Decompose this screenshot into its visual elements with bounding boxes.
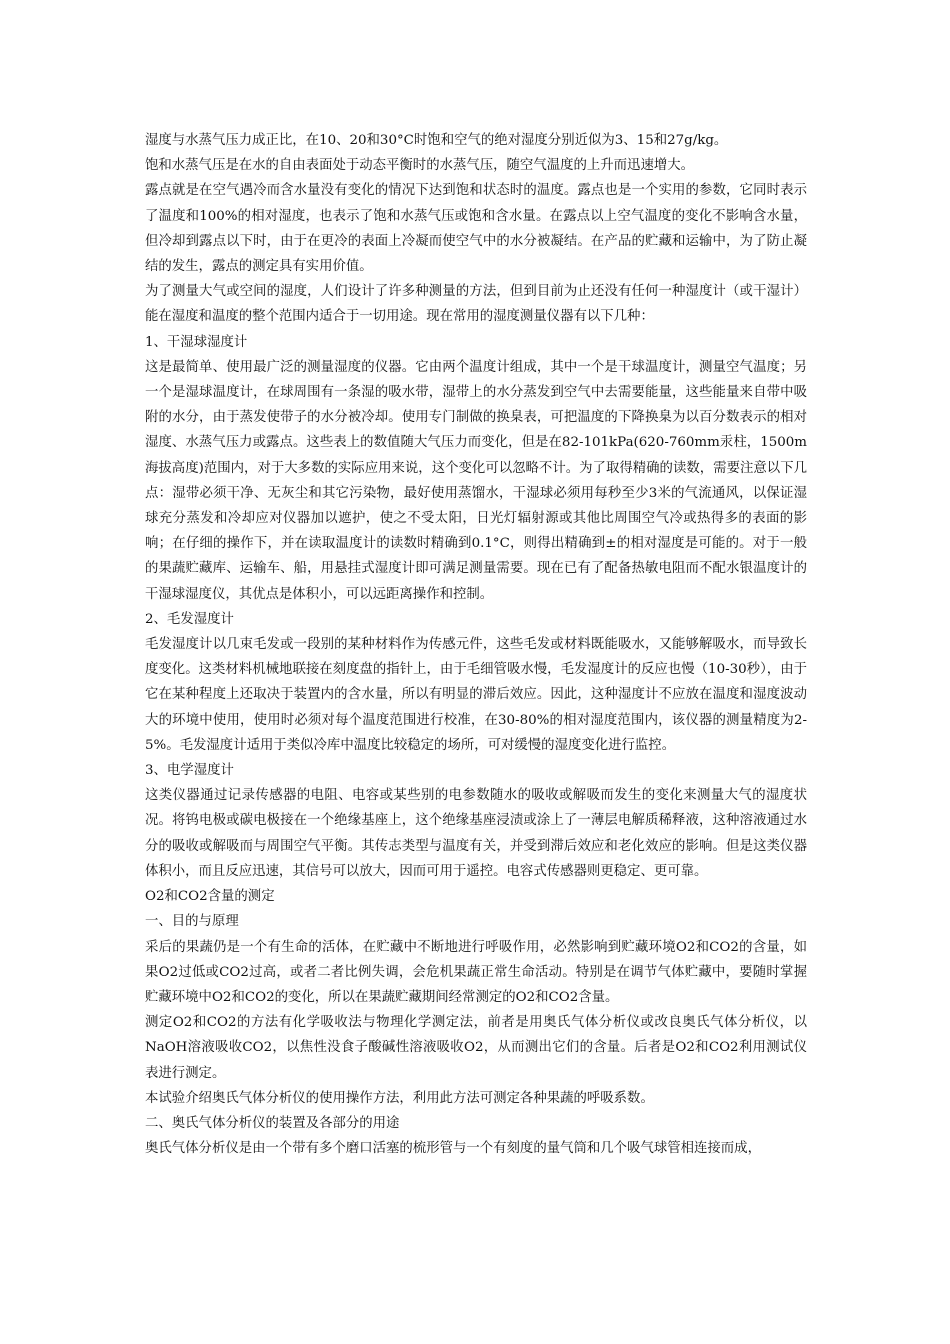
- paragraph-measurement-approaches: 测定O2和CO2的方法有化学吸收法与物理化学测定法，前者是用奥氏气体分析仪或改良奥氏气体分析仪，以NaOH溶液吸收CO2，以焦性没食子酸碱性溶液吸收O2，从而测出它们的含量。后者是O2和CO2利用测试仪表进行测定。: [145, 1015, 807, 1081]
- heading-purpose-principle: 一、目的与原理: [145, 914, 239, 930]
- paragraph-measurement-methods: 为了测量大气或空间的湿度，人们设计了许多种测量的方法，但到目前为止还没有任何一种湿度计（或干湿计）能在湿度和温度的整个范围内适合于一切用途。现在常用的湿度测量仪器有以下几种：: [145, 284, 807, 325]
- paragraph-hair-hygrometer: 毛发湿度计以几束毛发或一段别的某种材料作为传感元件，这些毛发或材料既能吸水，又能够解吸水，而导致长度变化。这类材料机械地联接在刻度盘的指针上，由于毛细管吸水慢，毛发湿度计的反应也慢（10-30秒），由于它在某种程度上还取决于装置内的含水量，所以有明显的滞后效应。因此，这种湿度计不应放在温度和湿度波动大的环境中使用，使用时必须对每个温度范围进行校准，在30-80%的相对湿度范围内，该仪器的测量精度为2-5%。毛发湿度计适用于类似冷库中温度比较稳定的场所，可对缓慢的湿度变化进行监控。: [145, 637, 807, 753]
- paragraph-orsat-description: 奥氏气体分析仪是由一个带有多个磨口活塞的梳形管与一个有刻度的量气筒和几个吸气球管相连接而成，: [145, 1141, 761, 1157]
- document-page: [145, 128, 807, 1161]
- paragraph-psychrometer: 这是最简单、使用最广泛的测量湿度的仪器。它由两个温度计组成，其中一个是干球温度计，测量空气温度；另一个是湿球温度计，在球周围有一条湿的吸水带，湿带上的水分蒸发到空气中去需要能量，这些能量来自带中吸附的水分，由于蒸发使带子的水分被冷却。使用专门制做的换臬表，可把温度的下降换臬为以百分数表示的相对湿度、水蒸气压力或露点。这些表上的数值随大气压力而变化，但是在82-101kPa(620-760mm汞柱，1500m海拔高度)范围内，对于大多数的实际应用来说，这个变化可以忽略不计。为了取得精确的读数，需要注意以下几点：湿带必须干净、无灰尘和其它污染物，最好使用蒸馏水，干湿球必须用每秒至少3米的气流通风，以保证湿球充分蒸发和冷却应对仪器加以遮护，使之不受太阳，日光灯辐射源或其他比周围空气冷或热得多的表面的影响；在仔细的操作下，并在读取温度计的读数时精确到0.1°C，则得出精确到±的相对湿度是可能的。对于一般的果蔬贮藏库、运输车、船，用悬挂式湿度计即可满足测量需要。现在已有了配备热敏电阻而不配水银温度计的干湿球湿度仪，其优点是体积小，可以远距离操作和控制。: [145, 359, 807, 602]
- paragraph-respiration: 采后的果蔬仍是一个有生命的活体，在贮藏中不断地进行呼吸作用，必然影响到贮藏环境O2和CO2的含量，如果O2过低或CO2过高，或者二者比例失调，会危机果蔬正常生命活动。特别是在调节气体贮藏中，要随时掌握贮藏环境中O2和CO2的变化，所以在果蔬贮藏期间经常测定的O2和CO2含量。: [145, 939, 807, 1005]
- heading-orsat-apparatus: 二、奥氏气体分析仪的装置及各部分的用途: [145, 1115, 400, 1131]
- paragraph-electrical-hygrometer: 这类仪器通过记录传感器的电阻、电容或某些别的电参数随水的吸收或解吸而发生的变化来测量大气的湿度状况。将钨电极或碳电极接在一个绝缘基座上，这个绝缘基座浸渍或涂上了一薄层电解质稀释液，这种溶液通过水分的吸收或解吸而与周围空气平衡。其传志类型与温度有关，并受到滞后效应和老化效应的影响。但是这类仪器体积小，而且反应迅速，其信号可以放大，因而可用于遥控。电容式传感器则更稳定、更可靠。: [145, 788, 807, 879]
- paragraph-saturated-vapor-pressure: 饱和水蒸气压是在水的自由表面处于动态平衡时的水蒸气压，随空气温度的上升而迅速增大。: [145, 158, 695, 174]
- paragraph-experiment-intro: 本试验介绍奥氏气体分析仪的使用操作方法，利用此方法可测定各种果蔬的呼吸系数。: [145, 1090, 654, 1106]
- paragraph-absolute-humidity: 湿度与水蒸气压力成正比，在10、20和30°C时饱和空气的绝对湿度分别近似为3、15和27g/kg。: [145, 133, 728, 148]
- paragraph-dew-point: 露点就是在空气遇冷而含水量没有变化的情况下达到饱和状态时的温度。露点也是一个实用的参数，它同时表示了温度和100%的相对湿度，也表示了饱和水蒸气压或饱和含水量。在露点以上空气温度的变化不影响含水量，但冷却到露点以下时，由于在更冷的表面上冷凝而使空气中的水分被凝结。在产品的贮藏和运输中，为了防止凝结的发生，露点的测定具有实用价值。: [145, 183, 807, 275]
- heading-o2-co2-measurement: O2和CO2含量的测定: [145, 889, 275, 905]
- heading-electrical-hygrometer: 3、电学湿度计: [145, 763, 234, 779]
- heading-psychrometer: 1、干湿球湿度计: [145, 334, 248, 350]
- heading-hair-hygrometer: 2、毛发湿度计: [145, 611, 234, 627]
